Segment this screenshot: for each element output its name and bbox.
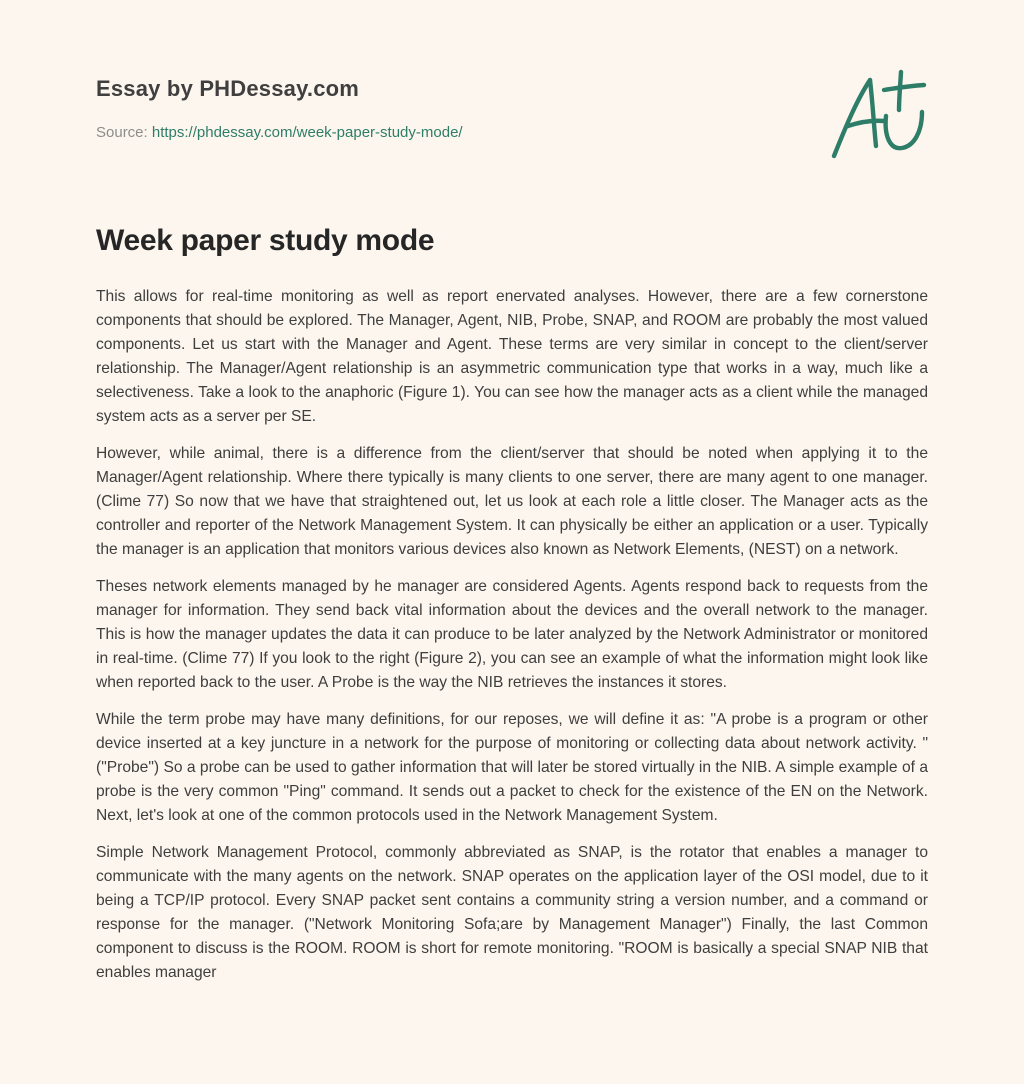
paragraph: While the term probe may have many definitions, for our reposes, we will define it as: "A probe is a program or other device inserted at a key juncture in a network for the purpose of monitoring or collecting data about network activity. " ("Probe") So a probe can be used to gather information that will later be stored virtually in the NIB. A simple example of a probe is the very common "Ping" command. It sends out a packet to check for the existence of the EN on the Network. Next, let's look at one of the common protocols used in the Network Management System. — [96, 711, 928, 824]
essay-body — [96, 285, 928, 998]
page-header — [96, 0, 928, 200]
paragraph: Simple Network Management Protocol, commonly abbreviated as SNAP, is the rotator that enables a manager to communicate with the many agents on the network. SNAP operates on the application layer of the OSI model, due to it being a TCP/IP protocol. Every SNAP packet sent contains a community string a version number, and a command or response for the manager. ("Network Monitoring Sofa;are by Management Manager") Finally, the last Common component to discuss is the ROOM. ROOM is short for remote monitoring. "ROOM is basically a special SNAP NIB that enables manager — [96, 844, 928, 981]
page-title: Week paper study mode — [96, 224, 435, 257]
a-plus-grade-icon — [826, 66, 930, 166]
site-brand: Essay by PHDessay.com — [96, 76, 360, 101]
source-line — [96, 124, 463, 141]
source-link[interactable]: https://phdessay.com/week-paper-study-mode/ — [151, 124, 463, 141]
paragraph: Theses network elements managed by he manager are considered Agents. Agents respond back to requests from the manager for information. They send back vital information about the devices and the overall network to the manager. This is how the manager updates the data it can produce to be later analyzed by the Network Administrator or monitored in real-time. (Clime 77) If you look to the right (Figure 2), you can see an example of what the information might look like when reported back to the user. A Probe is the way the NIB retrieves the instances it stores. — [96, 578, 928, 691]
source-label: Source: — [96, 124, 148, 141]
paragraph: This allows for real-time monitoring as well as report enervated analyses. However, there are a few cornerstone components that should be explored. The Manager, Agent, NIB, Probe, SNAP, and ROOM are probably the most valued components. Let us start with the Manager and Agent. These terms are very similar in concept to the client/server relationship. The Manager/Agent relationship is an asymmetric communication type that works in a way, much like a selectiveness. Take a look to the anaphoric (Figure 1). You can see how the manager acts as a client while the managed system acts as a server per SE. — [96, 288, 928, 425]
paragraph: However, while animal, there is a difference from the client/server that should be noted when applying it to the Manager/Agent relationship. Where there typically is many clients to one server, there are many agent to one manager. (Clime 77) So now that we have that straightened out, let us look at each role a little closer. The Manager acts as the controller and reporter of the Network Management System. It can physically be either an application or a user. Typically the manager is an application that monitors various devices also known as Network Elements, (NEST) on a network. — [96, 445, 928, 558]
